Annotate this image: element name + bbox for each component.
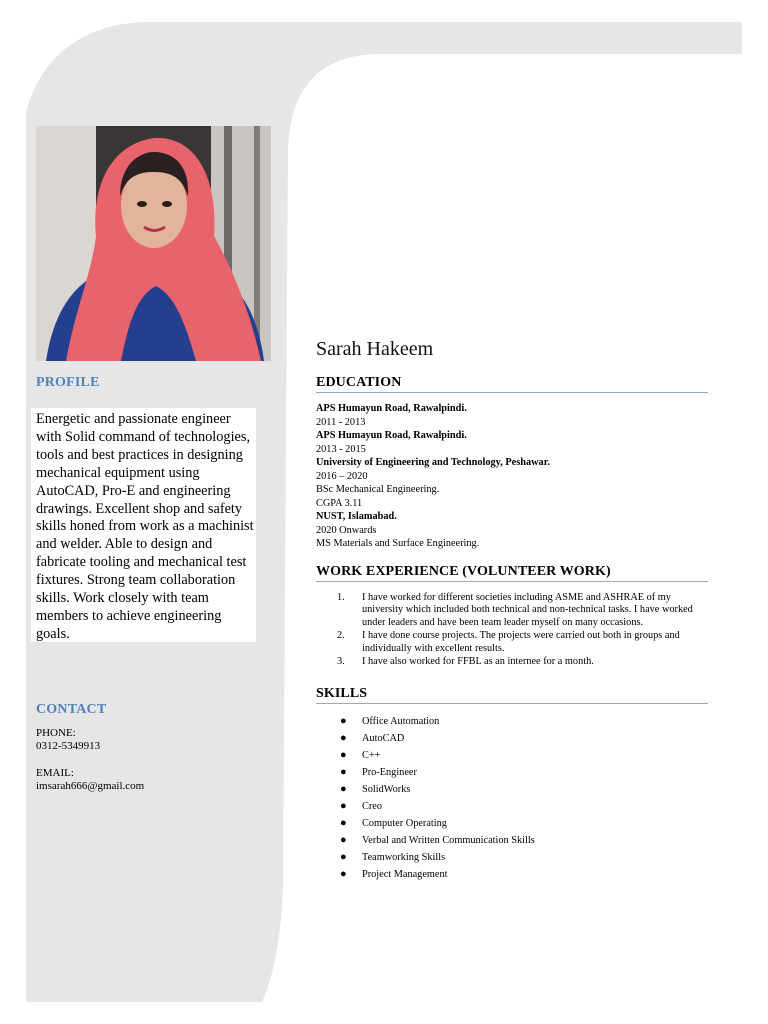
profile-heading: PROFILE [36, 375, 100, 390]
contact-email-block [36, 767, 144, 793]
skills-list [316, 715, 706, 885]
list-item [316, 656, 711, 668]
phone-label: PHONE: [36, 727, 76, 739]
bullet-icon: ● [340, 851, 347, 863]
education-line: 2013 - 2015 [316, 443, 366, 455]
list-item [316, 592, 711, 629]
skill-label: Office Automation [362, 716, 440, 727]
bullet-icon: ● [340, 783, 347, 795]
skill-label: Project Management [362, 869, 448, 880]
contact-phone-block [36, 727, 100, 753]
profile-summary: Energetic and passionate engineer with Solid command of technologies, tools and best practices in designing mechanical equipment using AutoCAD, Pro-E and engineering drawings. Excellent shop and safety skills honed from work as a machinist and welder. Able to design and fabricate tooling and mechanical test fixtures. Strong team collaboration skills. Work closely with team members to achieve engineering goals. [31, 408, 256, 642]
profile-photo [36, 126, 271, 361]
work-experience-heading: WORK EXPERIENCE (VOLUNTEER WORK) [316, 564, 708, 582]
skill-label: Creo [362, 801, 383, 812]
bullet-icon: ● [340, 749, 347, 761]
education-line: APS Humayun Road, Rawalpindi. [316, 430, 467, 441]
item-number: 1. [337, 592, 345, 603]
education-line: University of Engineering and Technology, Peshawar. [316, 457, 550, 468]
skills-heading: SKILLS [316, 686, 708, 704]
skill-label: Teamworking Skills [362, 852, 446, 863]
bullet-icon: ● [340, 766, 347, 778]
education-list [316, 402, 706, 551]
skill-label: Pro-Engineer [362, 767, 417, 778]
skill-item [316, 715, 706, 732]
skill-item [316, 800, 706, 817]
education-line: 2016 – 2020 [316, 470, 368, 482]
email-value[interactable]: imsarah666@gmail.com [36, 780, 145, 792]
education-line: 2020 Onwards [316, 524, 377, 536]
item-text: I have done course projects. The projects were carried out both in groups and individually with excellent results. [362, 630, 680, 654]
skill-label: C++ [362, 750, 381, 761]
item-number: 3. [337, 656, 345, 668]
list-item [316, 630, 711, 655]
skill-item [316, 851, 706, 868]
skill-item [316, 732, 706, 749]
bullet-icon: ● [340, 715, 347, 727]
contact-heading: CONTACT [36, 702, 107, 717]
education-heading: EDUCATION [316, 375, 708, 393]
candidate-name: Sarah Hakeem [316, 338, 434, 360]
item-text: I have worked for different societies including ASME and ASHRAE of my university which included both technical and non-technical tasks. I have worked under leaders and have been team leader myself on many occasions. [362, 592, 693, 628]
skill-label: AutoCAD [362, 733, 405, 744]
skill-label: Computer Operating [362, 818, 447, 829]
skill-item [316, 834, 706, 851]
skill-item [316, 868, 706, 885]
work-experience-list [316, 592, 711, 669]
bullet-icon: ● [340, 800, 347, 812]
email-label: EMAIL: [36, 767, 74, 779]
item-text: I have also worked for FFBL as an internee for a month. [362, 656, 594, 668]
skill-item [316, 749, 706, 766]
bullet-icon: ● [340, 732, 347, 744]
education-line: NUST, Islamabad. [316, 511, 397, 522]
bullet-icon: ● [340, 817, 347, 829]
item-number: 2. [337, 630, 345, 642]
phone-value: 0312-5349913 [36, 740, 101, 752]
skill-item [316, 766, 706, 783]
skill-item [316, 783, 706, 800]
bullet-icon: ● [340, 834, 347, 846]
education-line: BSc Mechanical Engineering. [316, 484, 440, 495]
skill-label: Verbal and Written Communication Skills [362, 835, 535, 846]
skill-item [316, 817, 706, 834]
education-line: APS Humayun Road, Rawalpindi. [316, 403, 467, 414]
education-line: MS Materials and Surface Engineering. [316, 538, 480, 549]
bullet-icon: ● [340, 868, 347, 880]
education-line: CGPA 3.11 [316, 497, 363, 509]
skill-label: SolidWorks [362, 784, 411, 795]
education-line: 2011 - 2013 [316, 416, 366, 428]
